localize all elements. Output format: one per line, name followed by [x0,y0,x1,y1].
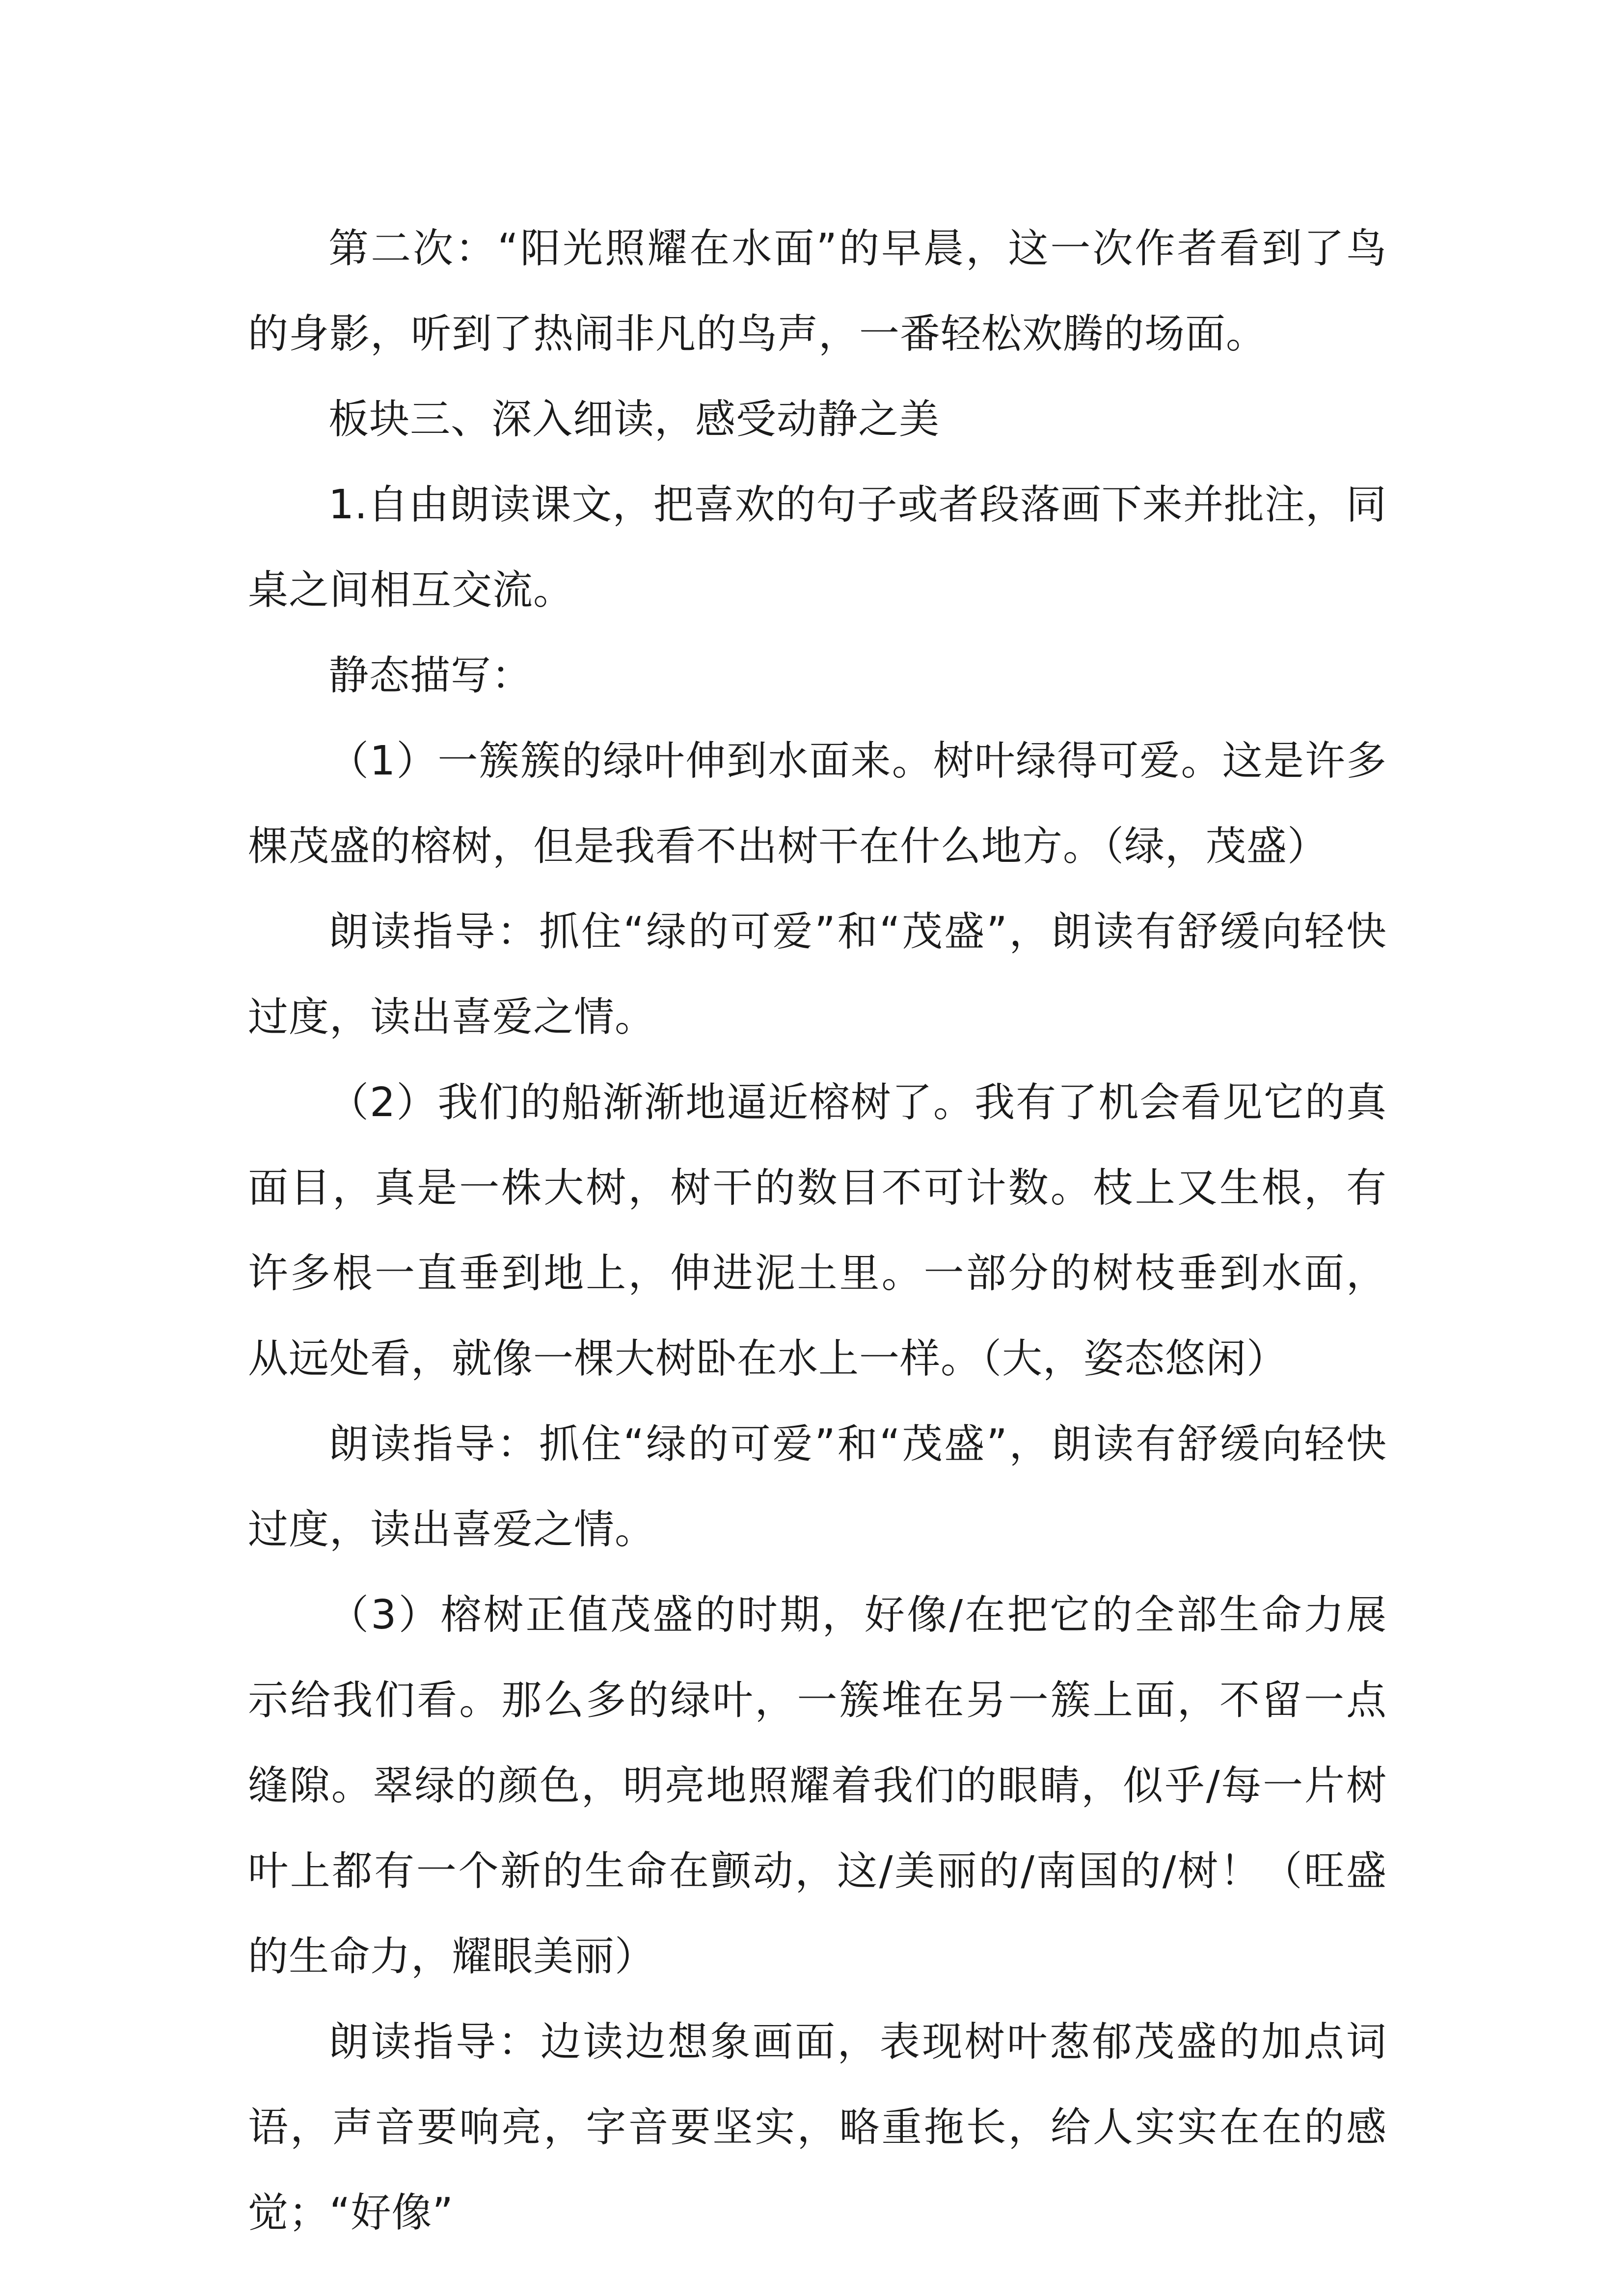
paragraph-second-time: 第二次：“阳光照耀在水面”的早晨，这一次作者看到了鸟的身影，听到了热闹非凡的鸟声，一番轻松欢腾的场面。 [248,225,1387,357]
paragraph-guidance-3: 朗读指导：边读边想象画面，表现树叶葱郁茂盛的加点词语，声音要响亮，字音要坚实，略重拖长，给人实实在在的感觉；“好像” [248,2019,1387,2236]
paragraph-quote-3: （3）榕树正值茂盛的时期，好像/在把它的全部生命力展示给我们看。那么多的绿叶，一簇堆在另一簇上面，不留一点缝隙。翠绿的颜色，明亮地照耀着我们的眼睛，似乎/每一片树叶上都有一个新的生命在颤动，这/美丽的/南国的/树！（旺盛的生命力，耀眼美丽） [248,1592,1387,1980]
paragraph-static-heading: 静态描写： [328,652,533,699]
paragraph-guidance-1: 朗读指导：抓住“绿的可爱”和“茂盛”，朗读有舒缓向轻快过度，读出喜爱之情。 [248,908,1387,1041]
paragraph-task-1: 1.自由朗读课文，把喜欢的句子或者段落画下来并批注，同桌之间相互交流。 [248,481,1387,614]
document-body [248,206,1387,2256]
paragraph-quote-2: （2）我们的船渐渐地逼近榕树了。我有了机会看见它的真面目，真是一株大树，树干的数目不可计数。枝上又生根，有许多根一直垂到地上，伸进泥土里。一部分的树枝垂到水面，从远处看，就像一棵大树卧在水上一样。（大，姿态悠闲） [248,1079,1387,1382]
section-heading-3: 板块三、深入细读，感受动静之美 [328,396,940,443]
paragraph-quote-1: （1）一簇簇的绿叶伸到水面来。树叶绿得可爱。这是许多棵茂盛的榕树，但是我看不出树干在什么地方。（绿，茂盛） [248,738,1387,870]
paragraph-guidance-2: 朗读指导：抓住“绿的可爱”和“茂盛”，朗读有舒缓向轻快过度，读出喜爱之情。 [248,1421,1387,1553]
